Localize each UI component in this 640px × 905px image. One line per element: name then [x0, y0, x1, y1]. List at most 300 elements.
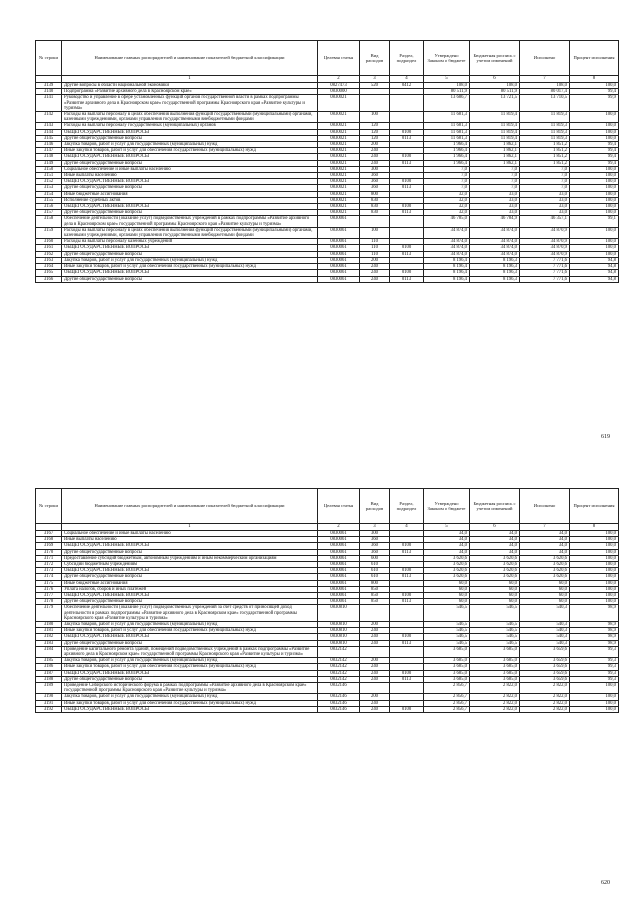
cell-row-number: 3173: [36, 568, 62, 574]
cell-name: Закупка товаров, работ и услуг для государственных (муниципальных) нужд: [62, 142, 318, 148]
col-num: 6: [470, 524, 520, 531]
cell-budget-list: 7,0: [470, 173, 520, 179]
cell-percent: 100,0: [570, 179, 619, 185]
cell-row-number: 3163: [36, 257, 62, 263]
cell-percent: 99,3: [570, 670, 619, 676]
cell-executed: 2 822,0: [520, 706, 570, 712]
cell-percent: 98,9: [570, 640, 619, 646]
cell-percent: 100,0: [570, 555, 619, 561]
cell-expense-type: 240: [360, 270, 390, 276]
cell-budget-list: 3 685,0: [470, 658, 520, 664]
cell-expense-type: 200: [360, 257, 390, 263]
cell-name: Иные закупки товаров, работ и услуг для обеспечения государственных (муниципальных) нужд: [62, 264, 318, 270]
cell-target-article: 0830061: [318, 555, 360, 561]
cell-budget-list: 34 874,0: [470, 239, 520, 245]
cell-budget-list: 80 511,9: [470, 89, 520, 95]
cell-percent: 100,0: [570, 706, 619, 712]
cell-approved: 34 874,0: [424, 227, 470, 238]
cell-approved: 34,0: [424, 537, 470, 543]
header-approved: Утверждено Законом о бюджете: [424, 489, 470, 524]
cell-expense-type: 240: [360, 148, 390, 154]
cell-target-article: 0830061: [318, 531, 360, 537]
cell-executed: 1 851,2: [520, 154, 570, 160]
cell-budget-list: 11 819,4: [470, 123, 520, 129]
cell-percent: 99,3: [570, 676, 619, 682]
cell-row-number: 3161: [36, 245, 62, 251]
cell-section: 0113: [390, 640, 424, 646]
cell-row-number: 3174: [36, 574, 62, 580]
cell-executed: 3 659,6: [520, 658, 570, 664]
cell-budget-list: 60,0: [470, 593, 520, 599]
col-num: 6: [470, 76, 520, 83]
cell-approved: 7,0: [424, 185, 470, 191]
cell-name: Обеспечение деятельности (оказание услуг) подведомственных учреждений в рамках подпрограммы «Развитие архивного дела в Красноярском крае» государственной программы Красноярского края «Развитие культуры и туризма»: [62, 216, 318, 227]
cell-name: Другие общегосударственные вопросы: [62, 160, 318, 166]
cell-percent: 100,0: [570, 574, 619, 580]
cell-percent: 100,0: [570, 562, 619, 568]
table-header-row: [36, 41, 619, 76]
table-row: [36, 683, 619, 694]
cell-expense-type: 600: [360, 555, 390, 561]
table-row: [36, 95, 619, 112]
cell-percent: 99,4: [570, 142, 619, 148]
cell-target-article: 0832146: [318, 694, 360, 700]
cell-expense-type: 850: [360, 586, 390, 592]
cell-expense-type: 800: [360, 191, 390, 197]
cell-row-number: 3181: [36, 628, 62, 634]
cell-budget-list: 60,0: [470, 586, 520, 592]
cell-approved: 1 966,4: [424, 160, 470, 166]
cell-executed: 60,0: [520, 593, 570, 599]
header-executed: Исполнено: [520, 41, 570, 76]
header-section: Раздел, подраздел: [390, 489, 424, 524]
cell-row-number: 3176: [36, 586, 62, 592]
cell-percent: 100,0: [570, 549, 619, 555]
cell-approved: 34 874,0: [424, 251, 470, 257]
cell-approved: 8 196,4: [424, 276, 470, 282]
cell-expense-type: 240: [360, 264, 390, 270]
cell-expense-type: 240: [360, 664, 390, 670]
cell-expense-type: [360, 216, 390, 227]
header-percent: Процент исполнения: [570, 489, 619, 524]
cell-expense-type: 240: [360, 670, 390, 676]
cell-expense-type: 240: [360, 700, 390, 706]
cell-executed: 7,0: [520, 166, 570, 172]
cell-section: 0100: [390, 593, 424, 599]
cell-percent: 100,0: [570, 694, 619, 700]
col-num: 3: [360, 524, 390, 531]
cell-name: Обеспечение деятельности (оказание услуг) подведомственных учреждений за счет средств от приносящей доход деятельности в рамках подпрограммы «Развитие архивного дела в Красноярском крае» государственной программы Красноярского края «Развитие культуры и туризма»: [62, 605, 318, 622]
cell-percent: 99,9: [570, 95, 619, 112]
cell-executed: 34 870,9: [520, 245, 570, 251]
cell-percent: 100,0: [570, 173, 619, 179]
cell-row-number: 3143: [36, 123, 62, 129]
cell-approved: 8 196,4: [424, 264, 470, 270]
cell-percent: 100,0: [570, 683, 619, 694]
cell-executed: 7 771,6: [520, 264, 570, 270]
cell-budget-list: 11 819,4: [470, 135, 520, 141]
cell-approved: 11 681,3: [424, 112, 470, 123]
cell-name: Закупка товаров, работ и услуг для государственных (муниципальных) нужд: [62, 658, 318, 664]
cell-expense-type: 240: [360, 676, 390, 682]
cell-name: ОБЩЕГОСУДАРСТВЕННЫЕ ВОПРОСЫ: [62, 245, 318, 251]
cell-approved: 546,5: [424, 640, 470, 646]
col-num: [36, 524, 62, 531]
cell-name: Иные выплаты населению: [62, 173, 318, 179]
cell-approved: 546,5: [424, 634, 470, 640]
cell-expense-type: 360: [360, 543, 390, 549]
cell-percent: 98,9: [570, 622, 619, 628]
cell-percent: 94,8: [570, 257, 619, 263]
cell-row-number: 3175: [36, 580, 62, 586]
cell-approved: 32,0: [424, 210, 470, 216]
cell-executed: 46 357,1: [520, 216, 570, 227]
cell-target-article: 0830061: [318, 216, 360, 227]
cell-name: Другие общегосударственные вопросы: [62, 574, 318, 580]
cell-row-number: 3178: [36, 599, 62, 605]
cell-name: Другие общегосударственные вопросы: [62, 676, 318, 682]
cell-name: ОБЩЕГОСУДАРСТВЕННЫЕ ВОПРОСЫ: [62, 593, 318, 599]
cell-expense-type: 240: [360, 640, 390, 646]
cell-target-article: 0832146: [318, 700, 360, 706]
header-section: Раздел, подраздел: [390, 41, 424, 76]
cell-row-number: 3151: [36, 173, 62, 179]
cell-target-article: 0830061: [318, 239, 360, 245]
page-number: 620: [601, 880, 610, 886]
cell-row-number: 3142: [36, 112, 62, 123]
col-num: 1: [62, 524, 318, 531]
cell-row-number: 3139: [36, 83, 62, 89]
column-number-row: [36, 76, 619, 83]
cell-target-article: 0830021: [318, 135, 360, 141]
cell-section: 0100: [390, 270, 424, 276]
table-body-page-620: [36, 531, 619, 713]
cell-row-number: 3150: [36, 166, 62, 172]
cell-section: 0412: [390, 83, 424, 89]
cell-expense-type: 100: [360, 112, 390, 123]
cell-executed: 33,0: [520, 210, 570, 216]
col-num: 7: [520, 76, 570, 83]
cell-target-article: 0830021: [318, 112, 360, 123]
cell-budget-list: 546,5: [470, 640, 520, 646]
cell-row-number: 3171: [36, 555, 62, 561]
cell-name: Расходы на выплаты персоналу государственных (муниципальных) органов: [62, 123, 318, 129]
cell-target-article: 0830061: [318, 549, 360, 555]
cell-budget-list: 8 196,3: [470, 270, 520, 276]
cell-executed: 34,0: [520, 549, 570, 555]
cell-executed: 3 659,6: [520, 670, 570, 676]
cell-row-number: 3147: [36, 148, 62, 154]
cell-executed: 3 659,6: [520, 646, 570, 657]
cell-expense-type: 240: [360, 160, 390, 166]
cell-percent: 100,0: [570, 129, 619, 135]
report-page-619: [35, 40, 618, 283]
cell-executed: 60,0: [520, 586, 570, 592]
cell-executed: 3 659,6: [520, 676, 570, 682]
cell-name: Руководство и управление в сфере установленных функций органов государственной власти в рамках подпрограммы «Развитие архивного дела в Красноярском крае» государственной программы Красноярского края «Развитие культуры и туризма»: [62, 95, 318, 112]
cell-budget-list: 1 862,1: [470, 142, 520, 148]
col-num: 4: [390, 76, 424, 83]
cell-percent: 99,3: [570, 646, 619, 657]
cell-expense-type: 360: [360, 179, 390, 185]
cell-percent: 99,4: [570, 154, 619, 160]
cell-percent: 100,0: [570, 580, 619, 586]
header-target-article: Целевая статья: [318, 489, 360, 524]
cell-executed: 3 620,6: [520, 562, 570, 568]
cell-approved: 108,0: [424, 83, 470, 89]
cell-executed: 2 822,0: [520, 683, 570, 694]
cell-target-article: 0830021: [318, 95, 360, 112]
cell-name: Социальное обеспечение и иные выплаты населению: [62, 166, 318, 172]
cell-approved: 546,5: [424, 622, 470, 628]
cell-name: Другие общегосударственные вопросы: [62, 251, 318, 257]
cell-budget-list: 34 874,0: [470, 251, 520, 257]
cell-budget-list: 2 822,0: [470, 706, 520, 712]
cell-budget-list: 34,0: [470, 531, 520, 537]
cell-name: ОБЩЕГОСУДАРСТВЕННЫЕ ВОПРОСЫ: [62, 634, 318, 640]
cell-executed: 7 771,6: [520, 270, 570, 276]
cell-executed: 1 851,2: [520, 160, 570, 166]
cell-executed: 34,0: [520, 543, 570, 549]
cell-row-number: 3157: [36, 210, 62, 216]
cell-expense-type: 110: [360, 251, 390, 257]
cell-expense-type: 360: [360, 185, 390, 191]
cell-target-article: 0830061: [318, 562, 360, 568]
cell-row-number: 3154: [36, 191, 62, 197]
cell-target-article: 0830061: [318, 568, 360, 574]
cell-budget-list: 7,0: [470, 185, 520, 191]
cell-section: 0100: [390, 129, 424, 135]
cell-expense-type: 240: [360, 634, 390, 640]
col-num: 2: [318, 524, 360, 531]
cell-approved: 80 511,9: [424, 89, 470, 95]
cell-section: 0100: [390, 245, 424, 251]
cell-approved: 2 856,7: [424, 706, 470, 712]
cell-approved: 60,0: [424, 599, 470, 605]
cell-name: Расходы на выплаты персоналу в целях обеспечения выполнения функций государственными (муниципальными) органами, казенными учреждениями, органами управления государственными внебюджетными фондами: [62, 112, 318, 123]
cell-expense-type: 120: [360, 129, 390, 135]
cell-section: [390, 605, 424, 622]
col-num: 5: [424, 76, 470, 83]
cell-approved: 46 785,0: [424, 216, 470, 227]
cell-percent: 100,0: [570, 568, 619, 574]
cell-target-article: 0830810: [318, 634, 360, 640]
cell-expense-type: 850: [360, 599, 390, 605]
cell-expense-type: 200: [360, 658, 390, 664]
cell-approved: 1 966,4: [424, 148, 470, 154]
cell-section: 0100: [390, 543, 424, 549]
cell-percent: 99,3: [570, 664, 619, 670]
cell-approved: 3 685,0: [424, 646, 470, 657]
cell-row-number: 3148: [36, 154, 62, 160]
cell-target-article: 0830061: [318, 245, 360, 251]
cell-executed: 11 819,3: [520, 135, 570, 141]
cell-percent: 99,1: [570, 216, 619, 227]
cell-executed: 3 620,6: [520, 555, 570, 561]
cell-row-number: 3159: [36, 227, 62, 238]
cell-executed: 11 819,3: [520, 112, 570, 123]
cell-row-number: 3140: [36, 89, 62, 95]
cell-name: Другие общегосударственные вопросы: [62, 549, 318, 555]
cell-percent: 100,0: [570, 204, 619, 210]
cell-executed: 540,3: [520, 628, 570, 634]
cell-row-number: 3141: [36, 95, 62, 112]
cell-section: [390, 683, 424, 694]
cell-expense-type: 360: [360, 537, 390, 543]
cell-percent: 99,4: [570, 89, 619, 95]
cell-section: 0113: [390, 549, 424, 555]
cell-percent: 98,9: [570, 628, 619, 634]
header-expense-type: Вид расходов: [360, 489, 390, 524]
cell-name: Другие общегосударственные вопросы: [62, 185, 318, 191]
cell-target-article: 0830021: [318, 129, 360, 135]
cell-budget-list: 7,0: [470, 179, 520, 185]
cell-row-number: 3170: [36, 549, 62, 555]
cell-name: Иные бюджетные ассигнования: [62, 580, 318, 586]
cell-name: Другие общегосударственные вопросы: [62, 210, 318, 216]
cell-target-article: 0830061: [318, 227, 360, 238]
cell-target-article: 0832142: [318, 664, 360, 670]
cell-budget-list: 33,0: [470, 197, 520, 203]
cell-budget-list: 8 196,3: [470, 257, 520, 263]
cell-approved: 60,0: [424, 580, 470, 586]
cell-budget-list: 8 196,3: [470, 276, 520, 282]
cell-expense-type: 610: [360, 568, 390, 574]
cell-percent: 100,0: [570, 700, 619, 706]
cell-budget-list: 60,0: [470, 599, 520, 605]
cell-approved: 3 685,0: [424, 658, 470, 664]
cell-executed: 60,0: [520, 599, 570, 605]
cell-approved: 546,5: [424, 628, 470, 634]
header-target-article: Целевая статья: [318, 41, 360, 76]
cell-expense-type: [360, 646, 390, 657]
cell-row-number: 3166: [36, 276, 62, 282]
cell-name: Другие общегосударственные вопросы: [62, 135, 318, 141]
cell-percent: 100,0: [570, 537, 619, 543]
cell-target-article: 0830061: [318, 537, 360, 543]
cell-budget-list: 3 685,0: [470, 646, 520, 657]
cell-section: [390, 112, 424, 123]
cell-executed: 33,0: [520, 204, 570, 210]
col-num: 7: [520, 524, 570, 531]
table-row: [36, 605, 619, 622]
cell-name: Иные закупки товаров, работ и услуг для обеспечения государственных (муниципальных) нужд: [62, 148, 318, 154]
cell-executed: 80 017,4: [520, 89, 570, 95]
cell-percent: 100,0: [570, 123, 619, 129]
cell-section: 0100: [390, 204, 424, 210]
cell-percent: 94,8: [570, 276, 619, 282]
header-row-number: № строки: [36, 489, 62, 524]
cell-budget-list: 33,0: [470, 210, 520, 216]
cell-row-number: 3182: [36, 634, 62, 640]
cell-expense-type: 200: [360, 142, 390, 148]
cell-section: 0113: [390, 135, 424, 141]
cell-executed: 34,0: [520, 537, 570, 543]
cell-target-article: 0830021: [318, 148, 360, 154]
cell-target-article: 0830061: [318, 599, 360, 605]
cell-budget-list: 3 685,0: [470, 670, 520, 676]
cell-budget-list: 546,5: [470, 628, 520, 634]
cell-budget-list: 3 620,6: [470, 568, 520, 574]
cell-name: Иные бюджетные ассигнования: [62, 191, 318, 197]
cell-approved: 1 966,4: [424, 142, 470, 148]
cell-target-article: 0830021: [318, 185, 360, 191]
page-number: 619: [601, 434, 610, 440]
cell-executed: 3 659,6: [520, 664, 570, 670]
table-row: [36, 276, 619, 282]
cell-executed: 7 771,6: [520, 257, 570, 263]
cell-section: 0113: [390, 276, 424, 282]
cell-approved: 11 681,3: [424, 123, 470, 129]
cell-executed: 540,3: [520, 640, 570, 646]
cell-approved: 8 196,4: [424, 257, 470, 263]
cell-name: ОБЩЕГОСУДАРСТВЕННЫЕ ВОПРОСЫ: [62, 543, 318, 549]
cell-section: 0100: [390, 706, 424, 712]
cell-name: ОБЩЕГОСУДАРСТВЕННЫЕ ВОПРОСЫ: [62, 568, 318, 574]
table-row: [36, 216, 619, 227]
header-name: Наименование главных распорядителей и наименование показателей бюджетной классификации: [62, 489, 318, 524]
cell-name: Подпрограмма «Развитие архивного дела в Красноярском крае»: [62, 89, 318, 95]
cell-budget-list: 33,0: [470, 204, 520, 210]
cell-percent: 98,9: [570, 634, 619, 640]
cell-target-article: 0832142: [318, 670, 360, 676]
cell-approved: 3 620,6: [424, 562, 470, 568]
cell-name: Иные закупки товаров, работ и услуг для обеспечения государственных (муниципальных) нужд: [62, 664, 318, 670]
cell-budget-list: 3 620,6: [470, 562, 520, 568]
cell-budget-list: 2 822,0: [470, 694, 520, 700]
cell-executed: 3 620,6: [520, 568, 570, 574]
cell-approved: 7,0: [424, 179, 470, 185]
cell-approved: 32,0: [424, 204, 470, 210]
cell-budget-list: 60,0: [470, 580, 520, 586]
cell-expense-type: 360: [360, 173, 390, 179]
cell-target-article: 0830021: [318, 179, 360, 185]
cell-approved: 3 620,6: [424, 568, 470, 574]
cell-executed: 1 851,2: [520, 142, 570, 148]
cell-expense-type: 830: [360, 210, 390, 216]
cell-target-article: 0830810: [318, 640, 360, 646]
col-num: 8: [570, 76, 619, 83]
cell-percent: 100,0: [570, 593, 619, 599]
col-num: 3: [360, 76, 390, 83]
cell-expense-type: 300: [360, 166, 390, 172]
cell-executed: 34 870,9: [520, 251, 570, 257]
cell-executed: 2 822,0: [520, 700, 570, 706]
cell-row-number: 3191: [36, 700, 62, 706]
cell-budget-list: 34 874,0: [470, 227, 520, 238]
cell-name: Расходы на выплаты персоналу казенных учреждений: [62, 239, 318, 245]
cell-budget-list: 3 685,0: [470, 676, 520, 682]
cell-row-number: 3162: [36, 251, 62, 257]
cell-target-article: 0830021: [318, 154, 360, 160]
cell-budget-list: 34 874,0: [470, 245, 520, 251]
cell-section: [390, 646, 424, 657]
cell-budget-list: 11 819,4: [470, 129, 520, 135]
cell-target-article: 0830061: [318, 276, 360, 282]
cell-expense-type: 120: [360, 135, 390, 141]
cell-approved: 11 681,3: [424, 129, 470, 135]
cell-name: Уплата налогов, сборов и иных платежей: [62, 586, 318, 592]
cell-budget-list: 13 721,5: [470, 95, 520, 112]
cell-target-article: 0832146: [318, 683, 360, 694]
cell-percent: 99,3: [570, 658, 619, 664]
cell-approved: 1 966,4: [424, 154, 470, 160]
cell-target-article: 0830021: [318, 166, 360, 172]
col-num: 2: [318, 76, 360, 83]
cell-row-number: 3177: [36, 593, 62, 599]
cell-row-number: 3155: [36, 197, 62, 203]
cell-budget-list: 1 862,1: [470, 154, 520, 160]
